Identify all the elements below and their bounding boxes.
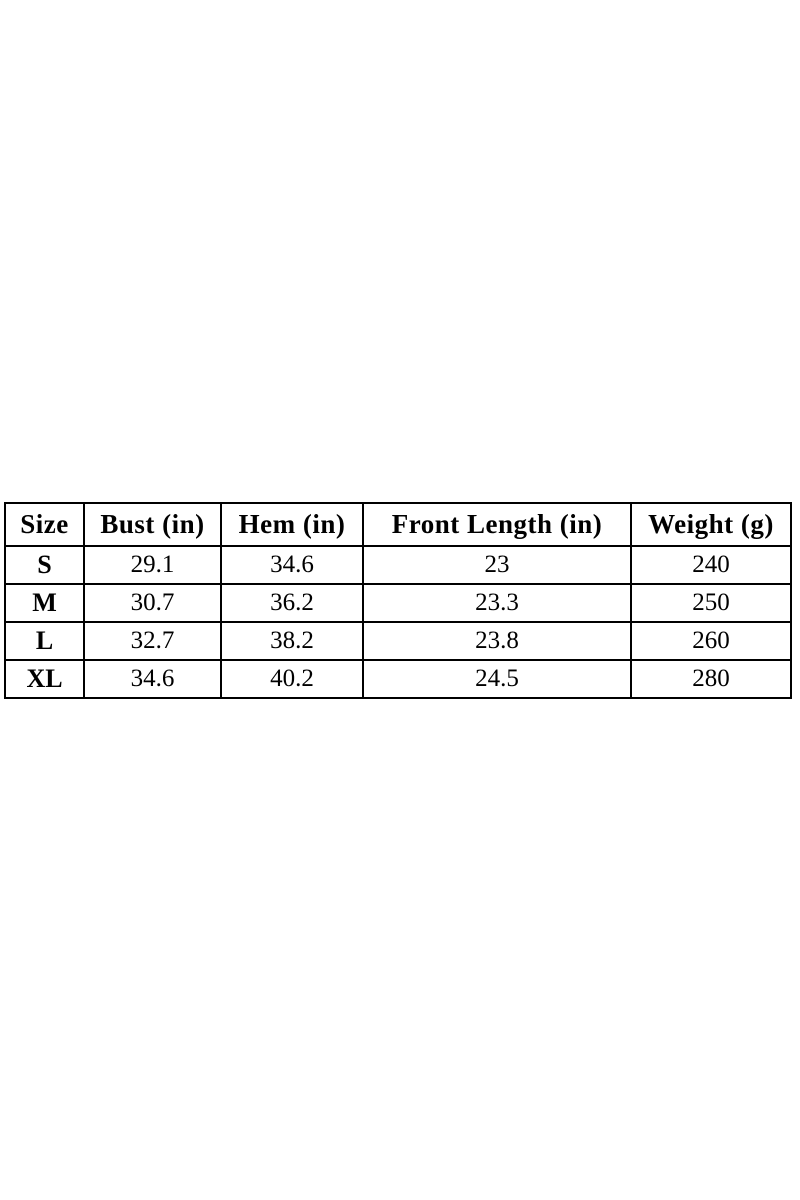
cell-size-xl: XL xyxy=(5,660,84,698)
cell-hem-s: 34.6 xyxy=(221,546,363,584)
cell-size-l: L xyxy=(5,622,84,660)
table-row-l xyxy=(5,622,791,660)
column-header-weight: Weight (g) xyxy=(631,503,791,546)
cell-hem-l: 38.2 xyxy=(221,622,363,660)
column-header-hem: Hem (in) xyxy=(221,503,363,546)
table-row-xl xyxy=(5,660,791,698)
cell-bust-xl: 34.6 xyxy=(84,660,221,698)
cell-front-length-l: 23.8 xyxy=(363,622,631,660)
cell-hem-xl: 40.2 xyxy=(221,660,363,698)
size-chart-table xyxy=(4,502,792,699)
cell-weight-l: 260 xyxy=(631,622,791,660)
cell-weight-s: 240 xyxy=(631,546,791,584)
table-row-s xyxy=(5,546,791,584)
column-header-size: Size xyxy=(5,503,84,546)
column-header-front-length: Front Length (in) xyxy=(363,503,631,546)
cell-size-s: S xyxy=(5,546,84,584)
header-row xyxy=(5,503,791,546)
table-row-m xyxy=(5,584,791,622)
cell-size-m: M xyxy=(5,584,84,622)
cell-weight-m: 250 xyxy=(631,584,791,622)
cell-bust-l: 32.7 xyxy=(84,622,221,660)
cell-hem-m: 36.2 xyxy=(221,584,363,622)
cell-bust-m: 30.7 xyxy=(84,584,221,622)
cell-bust-s: 29.1 xyxy=(84,546,221,584)
cell-weight-xl: 280 xyxy=(631,660,791,698)
column-header-bust: Bust (in) xyxy=(84,503,221,546)
cell-front-length-m: 23.3 xyxy=(363,584,631,622)
cell-front-length-s: 23 xyxy=(363,546,631,584)
cell-front-length-xl: 24.5 xyxy=(363,660,631,698)
